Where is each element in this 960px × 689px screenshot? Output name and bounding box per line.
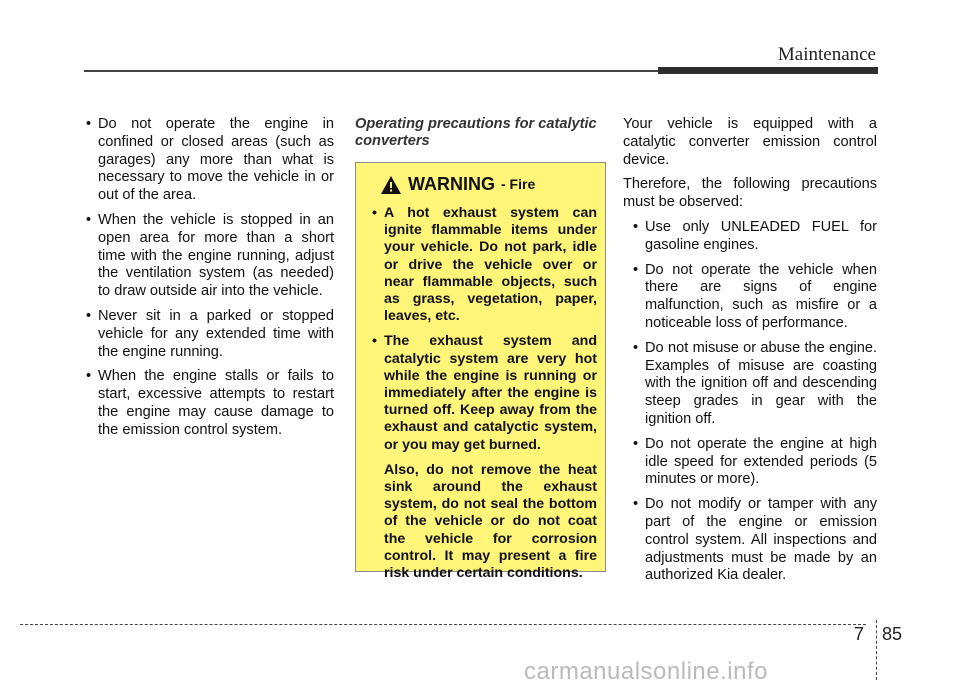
left-bullet-list: [76, 116, 334, 440]
section-number: 7: [854, 624, 865, 644]
list-item: • When the engine stalls or fails to start, excessive attempts to restart the engine may cause damage to the emission control system.: [76, 368, 334, 439]
list-item: • Do not operate the engine at high idle speed for extended periods (5 minutes or more).: [623, 436, 877, 489]
warning-extra-paragraph: Also, do not remove the heat sink around the exhaust system, do not seal the bottom of the vehicle or do not coat the vehicle for corrosion control. It may present a fire risk under certain conditions.: [384, 461, 597, 582]
list-item: • A hot exhaust system can ignite flammable items under your vehicle. Do not park, idle or drive the vehicle over or near flammable objects, such as grass, vegetation, paper, leaves, etc.: [364, 205, 597, 325]
footer-divider: [876, 620, 877, 680]
list-item: • Never sit in a parked or stopped vehicle for any extended time with the engine running.: [76, 308, 334, 361]
watermark: carmanualsonline.info: [524, 658, 768, 685]
warning-list: [364, 205, 597, 454]
list-item: • Do not operate the engine in confined or closed areas (such as garages) any more than what is necessary to move the vehicle in or out of the area.: [76, 116, 334, 205]
footer-rule: [20, 624, 866, 625]
left-column: [76, 116, 334, 447]
list-item: • Use only UNLEADED FUEL for gasoline engines.: [623, 219, 877, 255]
warning-box: [355, 162, 606, 582]
list-item: • Do not operate the vehicle when there are signs of engine malfunction, such as misfire or a noticeable loss of performance.: [623, 262, 877, 333]
header-rule-thin: [84, 70, 660, 72]
list-item: • Do not modify or tamper with any part of the engine or emission control system. All inspections and adjustments must be made by an authorized Kia dealer.: [623, 496, 877, 585]
page-number: 85: [882, 624, 903, 644]
middle-column: [355, 116, 606, 582]
header-rule-thick: [658, 67, 878, 74]
section-title: Maintenance: [777, 44, 876, 65]
warning-subtitle: - Fire: [501, 176, 536, 193]
intro-paragraph: Your vehicle is equipped with a catalytic converter emission control device.: [623, 116, 877, 168]
list-item: • When the vehicle is stopped in an open area for more than a short time with the engine running, adjust the ventilation system (as needed) to draw outside air into the vehicle.: [76, 212, 334, 301]
list-item: • The exhaust system and catalytic system are very hot while the engine is running or immediately after the engine is turned off. Keep away from the exhaust and catalyctic system, or you may get burned.: [364, 333, 597, 453]
warning-title: WARNING: [408, 174, 495, 195]
right-bullet-list: [623, 219, 877, 585]
warning-header: [364, 175, 597, 195]
intro-paragraph: Therefore, the following precautions must be observed:: [623, 176, 877, 211]
right-column: [623, 116, 877, 592]
warning-triangle-icon: [380, 175, 402, 195]
list-item: • Do not misuse or abuse the engine. Examples of misuse are coasting with the ignition off and descending steep grades in gear with the ignition off.: [623, 340, 877, 429]
catalytic-heading: Operating precautions for catalytic converters: [355, 116, 597, 149]
